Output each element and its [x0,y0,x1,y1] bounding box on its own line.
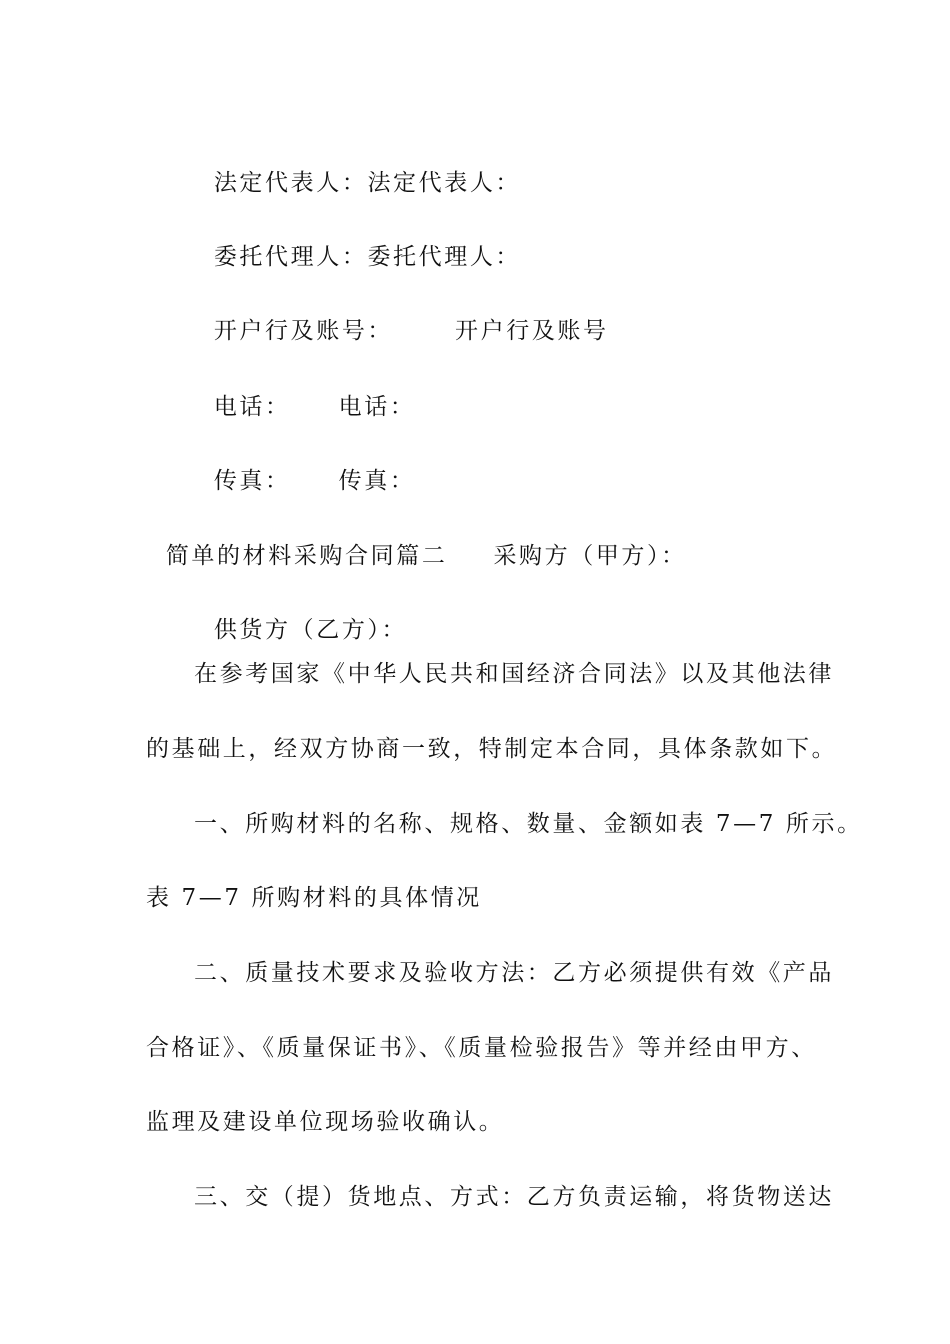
supplier-line [194,585,407,645]
legal-representative-line [194,138,521,198]
item-3-line-1: 三、交（提）货地点、方式：乙方负责运输，将货物送达 [194,1184,834,1210]
fax-line [194,436,415,496]
fax-label-b: 传真： [338,468,416,494]
table-caption: 表 7—7 所购材料的具体情况 [146,885,482,911]
phone-line [194,362,415,422]
item-2-line-1: 二、质量技术要求及验收方法：乙方必须提供有效《产品 [194,960,834,986]
bank-label-a: 开户行及账号： [213,318,394,344]
agent-label-a: 委托代理人： [213,244,368,270]
agent-line [194,212,521,272]
item-1: 一、所购材料的名称、规格、数量、金额如表 7—7 所示。 [194,811,863,837]
item-2-line-3: 监理及建设单位现场验收确认。 [146,1109,505,1135]
legal-rep-label-a: 法定代表人： [213,170,368,196]
supplier-label: 供货方（乙方）： [213,617,408,643]
bank-account-line [194,286,609,346]
paragraph-1-line-1: 在参考国家《中华人民共和国经济合同法》以及其他法律 [194,661,834,687]
item-2-line-2: 合格证》、《质量保证书》、《质量检验报告》等并经由甲方、 [146,1035,817,1061]
buyer-label: 采购方（甲方）： [493,543,687,569]
section-title-line [146,511,687,571]
phone-label-b: 电话： [338,394,416,420]
agent-label-b: 委托代理人： [367,244,522,270]
legal-rep-label-b: 法定代表人： [367,170,522,196]
paragraph-1-line-2: 的基础上，经双方协商一致，特制定本合同，具体条款如下。 [146,736,838,762]
phone-label-a: 电话： [213,394,291,420]
section-title: 简单的材料采购合同篇二 [165,543,448,569]
bank-label-b: 开户行及账号 [455,318,609,344]
fax-label-a: 传真： [213,468,291,494]
